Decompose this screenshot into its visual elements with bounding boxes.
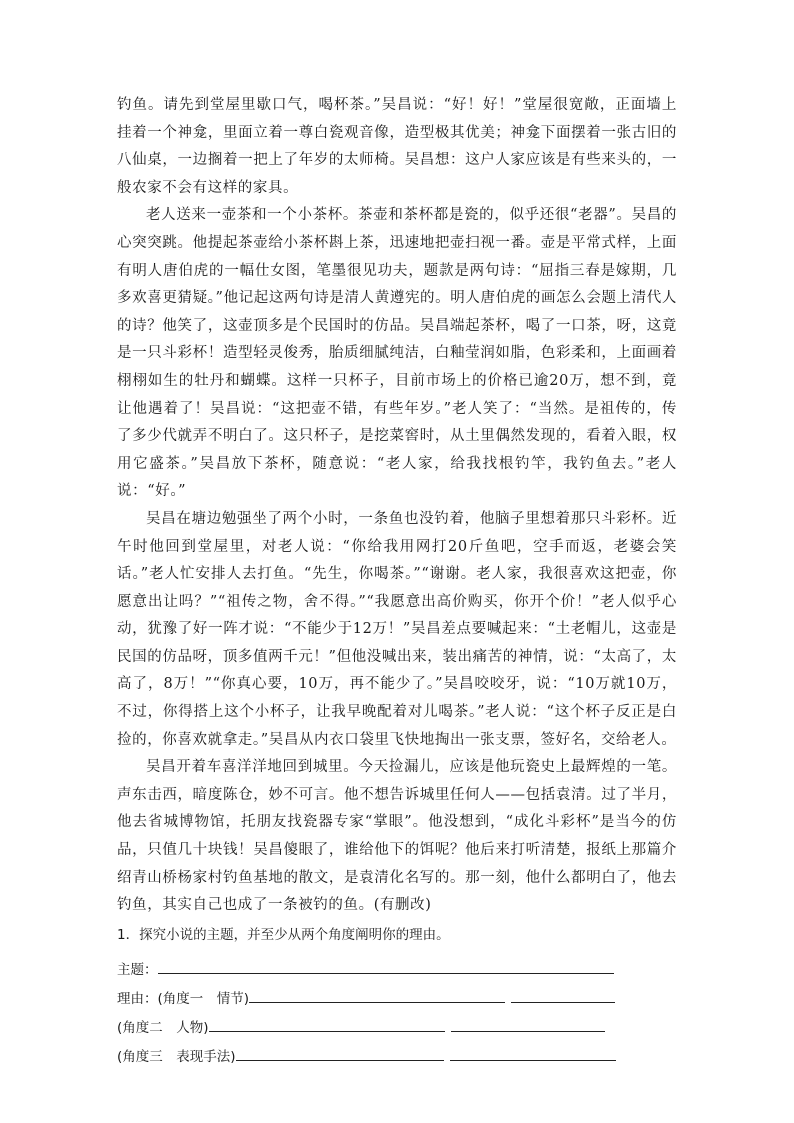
angle2-answer-line-1[interactable] [209, 1015, 445, 1032]
story-paragraph-1: 钓鱼。请先到堂屋里歇口气，喝杯茶。”吴昌说：“好！好！”堂屋很宽敞，正面墙上挂着一个神龛，里面立着一尊白瓷观音像，造型极其优美；神龛下面摆着一张古旧的八仙桌，一边搁着一把上了年岁的太师椅。吴昌想：这户人家应该是有些来头的，一般农家不会有这样的家具。 [117, 97, 677, 196]
theme-label: 主题： [117, 961, 158, 978]
angle3-answer-line-2[interactable] [450, 1044, 616, 1061]
story-paragraph-3: 吴昌在塘边勉强坐了两个小时，一条鱼也没钓着，他脑子里想着那只斗彩杯。近午时他回到堂屋里，对老人说：“你给我用网打20斤鱼吧，空手而返，老婆会笑话。”老人忙安排人去打鱼。“先生，你喝茶。”“谢谢。老人家，我很喜欢这把壶，你愿意出让吗？”“祖传之物，舍不得。”“我愿意出高价购买，你开个价！”老人似乎心动，犹豫了好一阵才说：“不能少于12万！”吴昌差点要喊起来：“土老帽儿，这壶是民国的仿品呀，顶多值两千元！”但他没喊出来，装出痛苦的神情，说：“太高了，太高了，8万！”“你真心要，10万，再不能少了。”吴昌咬咬牙，说：“10万就10万，不过，你得搭上这个小杯子，让我早晚配着对儿喝茶。”老人说：“这个杯子反正是白捡的，你喜欢就拿走。”吴昌从内衣口袋里飞快地掏出一张支票，签好名，交给老人。 [117, 510, 677, 748]
document-page [117, 92, 677, 1065]
story-paragraph-4: 吴昌开着车喜洋洋地回到城里。今天捡漏儿，应该是他玩瓷史上最辉煌的一笔。声东击西，暗度陈仓，妙不可言。他不想告诉城里任何人——包括袁清。过了半月，他去省城博物馆，托朋友找瓷器专家“掌眼”。他没想到，“成化斗彩杯”是当今的仿品，只值几十块钱！吴昌傻眼了，谁给他下的饵呢？他后来打听清楚，报纸上那篇介绍青山桥杨家村钓鱼基地的散文，是袁清化名写的。那一刻，他什么都明白了，他去钓鱼，其实自己也成了一条被钓的鱼。(有删改) [117, 759, 677, 914]
angle3-answer-line-1[interactable] [236, 1044, 444, 1061]
question-text: 1．探究小说的主题，并至少从两个角度阐明你的理由。 [117, 926, 450, 943]
angle3-label: (角度三 表现手法) [117, 1048, 236, 1065]
theme-answer-line[interactable] [158, 957, 614, 974]
reason-answer-row [117, 978, 677, 1007]
angle2-label: (角度二 人物) [117, 1019, 209, 1036]
angle3-answer-row [117, 1036, 677, 1065]
angle2-answer-row [117, 1007, 677, 1036]
story-paragraph-2: 老人送来一壶茶和一个小茶杯。茶壶和茶杯都是瓷的，似乎还很“老器”。吴昌的心突突跳。他提起茶壶给小茶杯斟上茶，迅速地把壶扫视一番。壶是平常式样，上面有明人唐伯虎的一幅仕女图，笔墨很见功夫，题款是两句诗：“屈指三春是嫁期，几多欢喜更猜疑。”他记起这两句诗是清人黄遵宪的。明人唐伯虎的画怎么会题上清代人的诗？他笑了，这壶顶多是个民国时的仿品。吴昌端起茶杯，喝了一口茶，呀，这竟是一只斗彩杯！造型轻灵俊秀，胎质细腻纯洁，白釉莹润如脂，色彩柔和，上面画着栩栩如生的牡丹和蝴蝶。这样一只杯子，目前市场上的价格已逾20万，想不到，竟让他遇着了！吴昌说：“这把壶不错，有些年岁。”老人笑了：“当然。是祖传的，传了多少代就弄不明白了。这只杯子，是挖菜窖时，从土里偶然发现的，看着入眼，权用它盛茶。”吴昌放下茶杯，随意说：“老人家，给我找根钓竿，我钓鱼去。”老人说：“好。” [117, 207, 677, 500]
theme-answer-row [117, 949, 677, 978]
reason-label: 理由：(角度一 情节) [117, 990, 250, 1007]
angle2-answer-line-2[interactable] [451, 1015, 605, 1032]
reason-answer-line-2[interactable] [511, 986, 615, 1003]
reason-answer-line-1[interactable] [249, 986, 505, 1003]
